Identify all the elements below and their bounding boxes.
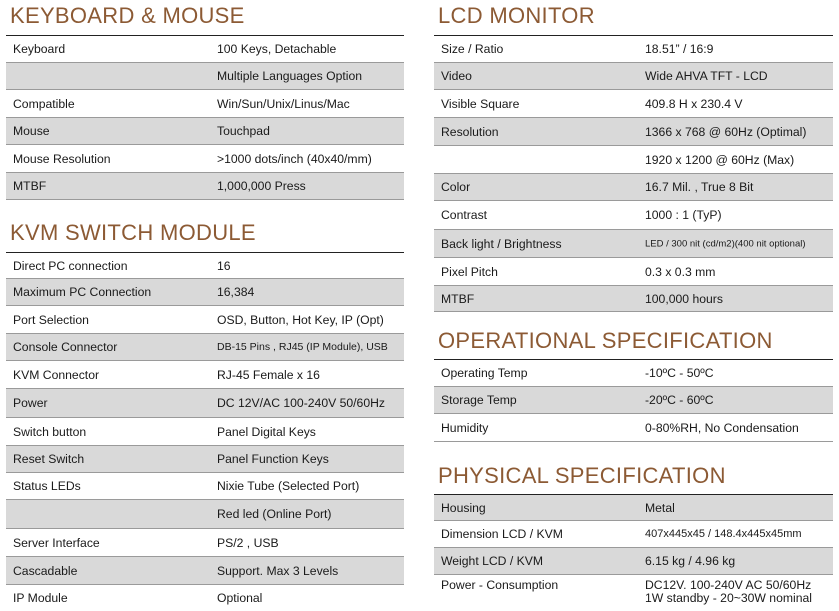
row-value: 100 Keys, Detachable: [217, 42, 337, 56]
row-value: 18.51” / 16:9: [645, 42, 714, 56]
table-row: [6, 279, 404, 306]
row-label: Port Selection: [13, 312, 89, 327]
operational-spec-title: OPERATIONAL SPECIFICATION: [438, 328, 773, 353]
table-row: [6, 118, 404, 145]
row-label: Housing: [441, 500, 486, 515]
table-row: [6, 306, 404, 334]
row-label: Storage Temp: [441, 393, 517, 407]
row-label: Reset Switch: [13, 452, 85, 466]
table-row: [6, 418, 404, 446]
table-row: [6, 500, 404, 529]
row-value: 6.15 kg / 4.96 kg: [645, 554, 736, 568]
table-row: [434, 575, 833, 609]
table-row: [6, 446, 404, 473]
row-value: Panel Digital Keys: [217, 424, 316, 439]
row-value: >1000 dots/inch (40x40/mm): [217, 151, 372, 166]
table-row: [434, 521, 833, 548]
row-value: 1920 x 1200 @ 60Hz (Max): [645, 152, 795, 167]
row-label: Keyboard: [13, 42, 66, 56]
row-label: Maximum PC Connection: [13, 285, 152, 299]
row-value: 16,384: [217, 285, 255, 299]
table-row: [434, 414, 833, 442]
row-value: DC 12V/AC 100-240V 50/60Hz: [217, 396, 386, 410]
table-row: [6, 145, 404, 173]
row-label: Color: [441, 180, 471, 194]
row-value: 1000 : 1 (TyP): [645, 208, 722, 222]
table-row: [6, 36, 404, 63]
table-row: [434, 36, 833, 63]
table-row: [6, 253, 404, 279]
table-row: [6, 585, 404, 611]
row-value: 0.3 x 0.3 mm: [645, 264, 716, 279]
row-value: 1366 x 768 @ 60Hz (Optimal): [645, 124, 807, 139]
table-row: [434, 118, 833, 146]
row-label: Cascadable: [13, 563, 78, 578]
row-label: KVM Connector: [13, 367, 100, 382]
row-value: 407x445x45 / 148.4x445x45mm: [645, 528, 802, 540]
row-value: Metal: [645, 500, 675, 515]
table-row: [434, 360, 833, 387]
table-row: [434, 201, 833, 230]
table-row: [6, 63, 404, 90]
row-value: 0-80%RH, No Condensation: [645, 420, 799, 435]
operational-spec-table: [434, 359, 833, 442]
table-row: [434, 387, 833, 414]
row-label: Visible Square: [441, 96, 520, 111]
row-label: Humidity: [441, 420, 489, 435]
row-label: Video: [441, 69, 472, 83]
table-row: [434, 495, 833, 521]
table-row: [6, 334, 404, 361]
row-value: -20ºC - 60ºC: [645, 393, 714, 407]
row-label: Size / Ratio: [441, 42, 504, 56]
row-value: Touchpad: [217, 124, 270, 138]
table-row: [434, 230, 833, 258]
row-label: Operating Temp: [441, 366, 528, 380]
lcd-monitor-title: LCD MONITOR: [438, 3, 595, 28]
row-value: 16.7 Mil. , True 8 Bit: [645, 180, 754, 194]
row-value: 409.8 H x 230.4 V: [645, 96, 743, 111]
row-value: Panel Function Keys: [217, 452, 329, 466]
lcd-monitor-table: [434, 35, 833, 312]
row-label: MTBF: [13, 179, 47, 193]
row-label: MTBF: [441, 291, 475, 306]
row-label: Back light / Brightness: [441, 236, 562, 251]
row-label: Dimension LCD / KVM: [441, 527, 563, 541]
row-value: 16: [217, 258, 231, 273]
row-value: -10ºC - 50ºC: [645, 366, 714, 380]
row-value: Nixie Tube (Selected Port): [217, 479, 360, 493]
row-value: Red led (Online Port): [217, 507, 332, 521]
table-row: [434, 174, 833, 201]
row-label: Pixel Pitch: [441, 264, 498, 279]
row-label: Power - Consumption: [441, 578, 559, 592]
table-row: [6, 90, 404, 118]
row-label: Server Interface: [13, 535, 100, 550]
row-value: Multiple Languages Option: [217, 69, 362, 83]
row-value: DC12V. 100-240V AC 50/60Hz 1W standby - 20~30W nominal: [645, 578, 812, 605]
table-row: [6, 389, 404, 418]
table-row: [434, 286, 833, 312]
table-row: [434, 146, 833, 174]
row-value: Wide AHVA TFT - LCD: [645, 69, 768, 83]
row-label: Console Connector: [13, 340, 118, 354]
table-row: [6, 473, 404, 500]
row-label: Contrast: [441, 208, 488, 222]
table-row: [434, 63, 833, 90]
row-value: 100,000 hours: [645, 291, 723, 306]
table-row: [434, 548, 833, 575]
row-label: Mouse Resolution: [13, 151, 111, 166]
physical-spec-table: [434, 494, 833, 609]
row-label: Weight LCD / KVM: [441, 554, 544, 568]
row-value: Win/Sun/Unix/Linus/Mac: [217, 96, 350, 111]
row-label: Mouse: [13, 124, 50, 138]
row-value: Optional: [217, 591, 263, 605]
table-row: [6, 557, 404, 585]
table-row: [434, 258, 833, 286]
row-label: Switch button: [13, 424, 87, 439]
row-label: IP Module: [13, 591, 68, 605]
table-row: [6, 361, 404, 389]
row-value: PS/2 , USB: [217, 535, 279, 550]
physical-spec-title: PHYSICAL SPECIFICATION: [438, 463, 726, 488]
keyboard-mouse-table: [6, 35, 404, 200]
row-label: Status LEDs: [13, 479, 81, 493]
row-value: Support. Max 3 Levels: [217, 563, 339, 578]
row-value: OSD, Button, Hot Key, IP (Opt): [217, 312, 384, 327]
table-row: [6, 529, 404, 557]
row-value: 1,000,000 Press: [217, 179, 306, 193]
row-label: Direct PC connection: [13, 258, 128, 273]
row-label: Power: [13, 396, 48, 410]
kvm-switch-table: [6, 252, 404, 611]
keyboard-mouse-title: KEYBOARD & MOUSE: [10, 3, 245, 28]
row-value: LED / 300 nit (cd/m2)(400 nit optional): [645, 238, 806, 249]
table-row: [6, 173, 404, 200]
row-label: Resolution: [441, 124, 499, 139]
row-label: Compatible: [13, 96, 75, 111]
table-row: [434, 90, 833, 118]
row-value: RJ-45 Female x 16: [217, 367, 320, 382]
kvm-switch-title: KVM SWITCH MODULE: [10, 220, 256, 245]
row-value: DB-15 Pins , RJ45 (IP Module), USB: [217, 341, 388, 353]
